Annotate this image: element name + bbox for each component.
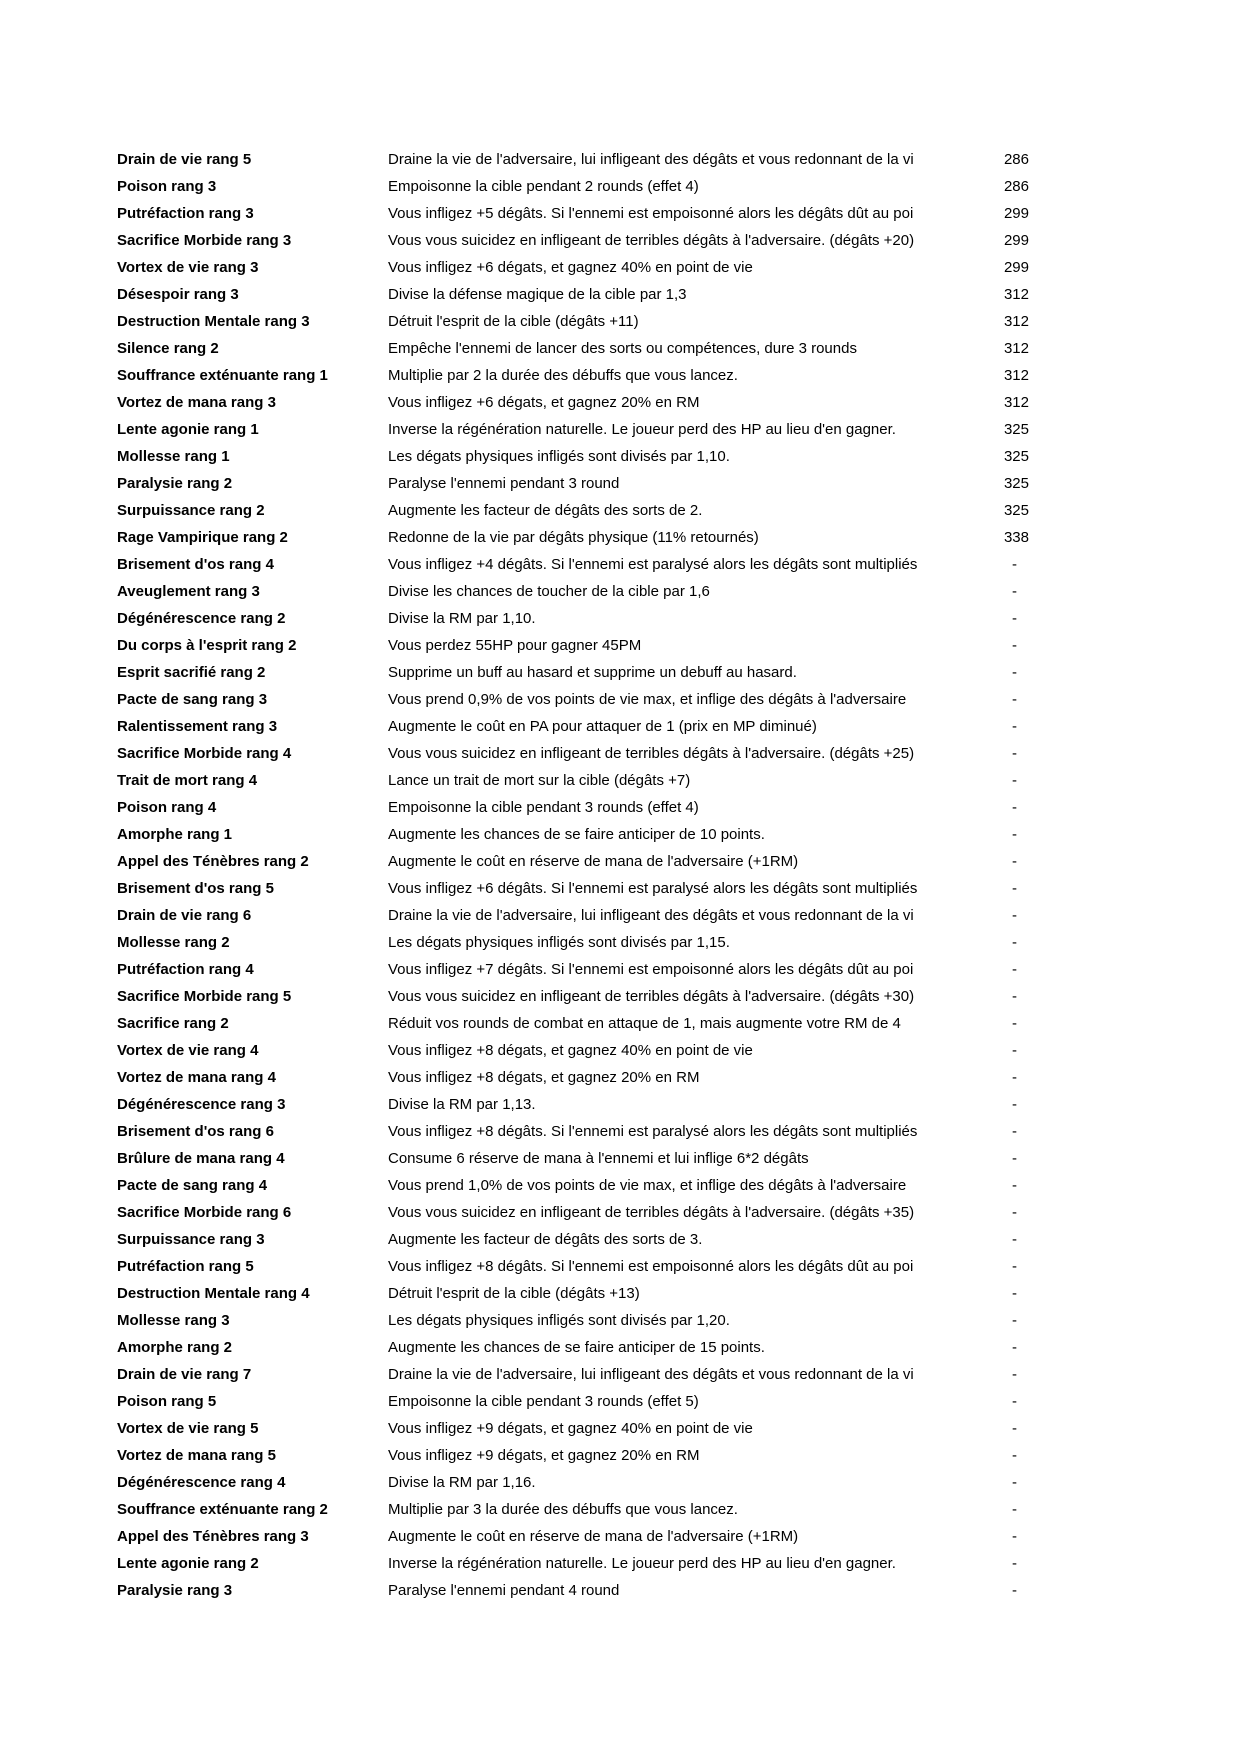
skill-name: Sacrifice Morbide rang 6 <box>117 1204 292 1221</box>
table-row <box>117 146 1029 173</box>
skill-name: Lente agonie rang 2 <box>117 1555 259 1572</box>
skill-cost: - <box>1012 1204 1017 1221</box>
skill-description: Vous prend 0,9% de vos points de vie max, et inflige des dégâts à l'adversaire <box>388 691 907 708</box>
skill-description: Paralyse l'ennemi pendant 3 round <box>388 475 620 492</box>
table-row <box>117 1361 1029 1388</box>
skill-name: Mollesse rang 3 <box>117 1312 230 1329</box>
skill-description: Vous vous suicidez en infligeant de terribles dégâts à l'adversaire. (dégâts +35) <box>388 1204 915 1221</box>
skill-cost: - <box>1012 745 1017 762</box>
table-row <box>117 1523 1029 1550</box>
skill-name: Pacte de sang rang 3 <box>117 691 268 708</box>
skill-description: Les dégats physiques infligés sont divisés par 1,15. <box>388 934 730 951</box>
skill-name: Paralysie rang 2 <box>117 475 233 492</box>
skill-description: Empoisonne la cible pendant 3 rounds (effet 5) <box>388 1393 699 1410</box>
skill-cost: - <box>1012 1123 1017 1140</box>
skill-description: Augmente les chances de se faire anticiper de 15 points. <box>388 1339 765 1356</box>
skill-description: Vous vous suicidez en infligeant de terribles dégâts à l'adversaire. (dégâts +20) <box>388 232 915 249</box>
skill-name: Amorphe rang 1 <box>117 826 233 843</box>
skill-description: Augmente les facteur de dégâts des sorts de 2. <box>388 502 703 519</box>
skill-name: Putréfaction rang 4 <box>117 961 254 978</box>
table-row <box>117 821 1029 848</box>
skill-description: Vous vous suicidez en infligeant de terribles dégâts à l'adversaire. (dégâts +25) <box>388 745 915 762</box>
skill-description: Divise la RM par 1,16. <box>388 1474 536 1491</box>
table-row <box>117 1037 1029 1064</box>
skill-cost: - <box>1012 1177 1017 1194</box>
skill-cost: - <box>1012 1501 1017 1518</box>
skill-description: Consume 6 réserve de mana à l'ennemi et lui inflige 6*2 dégâts <box>388 1150 809 1167</box>
skill-description: Vous infligez +7 dégâts. Si l'ennemi est empoisonné alors les dégâts dût au poi <box>388 961 914 978</box>
skill-name: Destruction Mentale rang 3 <box>117 313 310 330</box>
table-row <box>117 470 1029 497</box>
table-row <box>117 1334 1029 1361</box>
skill-cost: 312 <box>1003 367 1029 384</box>
skill-name: Souffrance exténuante rang 2 <box>117 1501 328 1518</box>
skill-cost: 325 <box>1003 475 1029 492</box>
skill-description: Les dégats physiques infligés sont divisés par 1,20. <box>388 1312 730 1329</box>
table-row <box>117 983 1029 1010</box>
skill-cost: - <box>1012 1420 1017 1437</box>
skill-name: Esprit sacrifié rang 2 <box>117 664 266 681</box>
skill-cost: - <box>1012 1285 1017 1302</box>
skill-name: Vortez de mana rang 4 <box>117 1069 276 1086</box>
skill-name: Trait de mort rang 4 <box>117 772 258 789</box>
skill-name: Ralentissement rang 3 <box>117 718 278 735</box>
skill-cost: - <box>1012 799 1017 816</box>
skill-description: Vous prend 1,0% de vos points de vie max, et inflige des dégâts à l'adversaire <box>388 1177 907 1194</box>
skill-cost: - <box>1012 1339 1017 1356</box>
skill-description: Vous infligez +8 dégats, et gagnez 40% en point de vie <box>388 1042 753 1059</box>
skill-description: Augmente les facteur de dégâts des sorts de 3. <box>388 1231 703 1248</box>
skill-description: Divise la RM par 1,10. <box>388 610 536 627</box>
skill-cost: 312 <box>1003 340 1029 357</box>
table-row <box>117 686 1029 713</box>
skill-name: Aveuglement rang 3 <box>117 583 260 600</box>
skill-cost: - <box>1012 556 1017 573</box>
skill-cost: - <box>1012 1366 1017 1383</box>
table-row <box>117 1280 1029 1307</box>
skill-cost: - <box>1012 664 1017 681</box>
skill-description: Multiplie par 3 la durée des débuffs que vous lancez. <box>388 1501 738 1518</box>
skill-cost: - <box>1012 1528 1017 1545</box>
skill-cost: - <box>1012 583 1017 600</box>
skill-description: Détruit l'esprit de la cible (dégâts +11) <box>388 313 639 330</box>
table-row <box>117 848 1029 875</box>
skill-name: Vortez de mana rang 5 <box>117 1447 276 1464</box>
skill-cost: - <box>1012 1069 1017 1086</box>
table-row <box>117 335 1029 362</box>
table-row <box>117 956 1029 983</box>
skill-cost: 325 <box>1003 502 1029 519</box>
skill-name: Brisement d'os rang 5 <box>117 880 274 897</box>
skill-name: Vortez de mana rang 3 <box>117 394 276 411</box>
skill-description: Inverse la régénération naturelle. Le joueur perd des HP au lieu d'en gagner. <box>388 1555 896 1572</box>
skill-cost: - <box>1012 1258 1017 1275</box>
table-row <box>117 632 1029 659</box>
skill-cost: 325 <box>1003 421 1029 438</box>
skill-description: Vous infligez +9 dégats, et gagnez 20% en RM <box>388 1447 700 1464</box>
skill-cost: 312 <box>1003 394 1029 411</box>
skill-description: Divise les chances de toucher de la cible par 1,6 <box>388 583 710 600</box>
skill-name: Vortex de vie rang 5 <box>117 1420 259 1437</box>
skill-cost: 325 <box>1003 448 1029 465</box>
skill-description: Détruit l'esprit de la cible (dégâts +13) <box>388 1285 640 1302</box>
skill-name: Drain de vie rang 5 <box>117 151 252 168</box>
skill-cost: 299 <box>1003 232 1029 249</box>
skill-name: Amorphe rang 2 <box>117 1339 233 1356</box>
skill-description: Divise la défense magique de la cible par 1,3 <box>388 286 687 303</box>
table-row <box>117 1226 1029 1253</box>
skill-description: Lance un trait de mort sur la cible (dégâts +7) <box>388 772 691 789</box>
skill-name: Vortex de vie rang 3 <box>117 259 259 276</box>
table-row <box>117 254 1029 281</box>
table-row <box>117 902 1029 929</box>
skill-name: Brûlure de mana rang 4 <box>117 1150 285 1167</box>
skill-cost: - <box>1012 961 1017 978</box>
skill-description: Vous infligez +6 dégats, et gagnez 40% en point de vie <box>388 259 753 276</box>
skill-name: Silence rang 2 <box>117 340 219 357</box>
skill-cost: 286 <box>1003 178 1029 195</box>
table-row <box>117 929 1029 956</box>
table-row <box>117 1469 1029 1496</box>
table-row <box>117 1010 1029 1037</box>
skill-name: Dégénérescence rang 2 <box>117 610 286 627</box>
table-row <box>117 659 1029 686</box>
skill-name: Souffrance exténuante rang 1 <box>117 367 328 384</box>
skill-name: Pacte de sang rang 4 <box>117 1177 268 1194</box>
table-row <box>117 1172 1029 1199</box>
skill-description: Vous infligez +6 dégâts. Si l'ennemi est paralysé alors les dégâts sont multipliés <box>388 880 918 897</box>
skill-description: Empêche l'ennemi de lancer des sorts ou compétences, dure 3 rounds <box>388 340 857 357</box>
skill-cost: - <box>1012 907 1017 924</box>
skill-name: Sacrifice rang 2 <box>117 1015 229 1032</box>
table-row <box>117 875 1029 902</box>
table-row <box>117 362 1029 389</box>
skill-cost: 299 <box>1003 205 1029 222</box>
skill-cost: - <box>1012 1582 1017 1599</box>
skill-description: Draine la vie de l'adversaire, lui infligeant des dégâts et vous redonnant de la vi <box>388 151 914 168</box>
skill-description: Draine la vie de l'adversaire, lui infligeant des dégâts et vous redonnant de la vi <box>388 1366 914 1383</box>
skill-cost: - <box>1012 1096 1017 1113</box>
table-row <box>117 794 1029 821</box>
table-row <box>117 200 1029 227</box>
skill-cost: - <box>1012 1150 1017 1167</box>
table-row <box>117 1145 1029 1172</box>
table-row <box>117 416 1029 443</box>
skill-description: Supprime un buff au hasard et supprime un debuff au hasard. <box>388 664 797 681</box>
skill-cost: - <box>1012 1447 1017 1464</box>
skill-name: Poison rang 5 <box>117 1393 217 1410</box>
table-row <box>117 1550 1029 1577</box>
skill-cost: - <box>1012 880 1017 897</box>
skill-name: Brisement d'os rang 6 <box>117 1123 274 1140</box>
table-row <box>117 1064 1029 1091</box>
skill-name: Rage Vampirique rang 2 <box>117 529 288 546</box>
skill-name: Sacrifice Morbide rang 4 <box>117 745 292 762</box>
skill-description: Vous perdez 55HP pour gagner 45PM <box>388 637 642 654</box>
table-row <box>117 524 1029 551</box>
skill-description: Paralyse l'ennemi pendant 4 round <box>388 1582 620 1599</box>
skill-name: Brisement d'os rang 4 <box>117 556 274 573</box>
skill-name: Du corps à l'esprit rang 2 <box>117 637 297 654</box>
skill-name: Lente agonie rang 1 <box>117 421 259 438</box>
skill-cost: - <box>1012 1231 1017 1248</box>
skill-name: Sacrifice Morbide rang 5 <box>117 988 292 1005</box>
skill-name: Surpuissance rang 3 <box>117 1231 265 1248</box>
skill-name: Putréfaction rang 5 <box>117 1258 254 1275</box>
skill-name: Poison rang 3 <box>117 178 217 195</box>
skill-name: Poison rang 4 <box>117 799 217 816</box>
skill-description: Empoisonne la cible pendant 3 rounds (effet 4) <box>388 799 699 816</box>
skill-description: Inverse la régénération naturelle. Le joueur perd des HP au lieu d'en gagner. <box>388 421 896 438</box>
skill-description: Redonne de la vie par dégâts physique (11% retournés) <box>388 529 759 546</box>
skill-cost: 338 <box>1003 529 1029 546</box>
skill-name: Mollesse rang 1 <box>117 448 230 465</box>
skill-description: Vous infligez +6 dégats, et gagnez 20% en RM <box>388 394 700 411</box>
skill-description: Augmente le coût en PA pour attaquer de 1 (prix en MP diminué) <box>388 718 817 735</box>
skill-description: Augmente le coût en réserve de mana de l'adversaire (+1RM) <box>388 853 799 870</box>
skill-name: Appel des Ténèbres rang 2 <box>117 853 309 870</box>
table-row <box>117 281 1029 308</box>
table-row <box>117 389 1029 416</box>
skill-cost: - <box>1012 1015 1017 1032</box>
skill-cost: - <box>1012 853 1017 870</box>
skill-cost: 299 <box>1003 259 1029 276</box>
table-row <box>117 227 1029 254</box>
skill-name: Surpuissance rang 2 <box>117 502 265 519</box>
skill-cost: - <box>1012 610 1017 627</box>
skill-description: Vous infligez +4 dégâts. Si l'ennemi est paralysé alors les dégâts sont multipliés <box>388 556 918 573</box>
table-row <box>117 1388 1029 1415</box>
skill-cost: 312 <box>1003 286 1029 303</box>
skill-cost: - <box>1012 826 1017 843</box>
skill-description: Vous infligez +5 dégâts. Si l'ennemi est empoisonné alors les dégâts dût au poi <box>388 205 914 222</box>
skill-name: Appel des Ténèbres rang 3 <box>117 1528 309 1545</box>
table-row <box>117 1496 1029 1523</box>
skill-cost: - <box>1012 934 1017 951</box>
table-row <box>117 605 1029 632</box>
skill-name: Vortex de vie rang 4 <box>117 1042 259 1059</box>
table-row <box>117 308 1029 335</box>
skill-cost: 312 <box>1003 313 1029 330</box>
skill-cost: - <box>1012 1312 1017 1329</box>
skill-cost: - <box>1012 718 1017 735</box>
skill-description: Vous infligez +8 dégâts. Si l'ennemi est empoisonné alors les dégâts dût au poi <box>388 1258 914 1275</box>
table-row <box>117 1442 1029 1469</box>
skill-name: Dégénérescence rang 3 <box>117 1096 286 1113</box>
skill-name: Mollesse rang 2 <box>117 934 230 951</box>
skill-description: Empoisonne la cible pendant 2 rounds (effet 4) <box>388 178 699 195</box>
table-row <box>117 740 1029 767</box>
skill-table <box>117 146 1029 1604</box>
skill-name: Putréfaction rang 3 <box>117 205 254 222</box>
table-row <box>117 497 1029 524</box>
skill-name: Sacrifice Morbide rang 3 <box>117 232 292 249</box>
table-row <box>117 1415 1029 1442</box>
skill-name: Désespoir rang 3 <box>117 286 239 303</box>
table-row <box>117 1118 1029 1145</box>
skill-cost: 286 <box>1003 151 1029 168</box>
table-row <box>117 713 1029 740</box>
skill-cost: - <box>1012 772 1017 789</box>
skill-description: Réduit vos rounds de combat en attaque de 1, mais augmente votre RM de 4 <box>388 1015 901 1032</box>
skill-cost: - <box>1012 1474 1017 1491</box>
table-row <box>117 173 1029 200</box>
table-row <box>117 1091 1029 1118</box>
skill-name: Paralysie rang 3 <box>117 1582 233 1599</box>
skill-description: Vous vous suicidez en infligeant de terribles dégâts à l'adversaire. (dégâts +30) <box>388 988 915 1005</box>
skill-cost: - <box>1012 637 1017 654</box>
skill-description: Vous infligez +8 dégats, et gagnez 20% en RM <box>388 1069 700 1086</box>
skill-description: Vous infligez +8 dégâts. Si l'ennemi est paralysé alors les dégâts sont multipliés <box>388 1123 918 1140</box>
skill-name: Drain de vie rang 7 <box>117 1366 252 1383</box>
skill-description: Draine la vie de l'adversaire, lui infligeant des dégâts et vous redonnant de la vi <box>388 907 914 924</box>
table-row <box>117 551 1029 578</box>
skill-description: Les dégats physiques infligés sont divisés par 1,10. <box>388 448 730 465</box>
skill-cost: - <box>1012 1393 1017 1410</box>
table-row <box>117 1253 1029 1280</box>
skill-name: Dégénérescence rang 4 <box>117 1474 286 1491</box>
skill-name: Drain de vie rang 6 <box>117 907 252 924</box>
skill-description: Augmente le coût en réserve de mana de l'adversaire (+1RM) <box>388 1528 799 1545</box>
skill-description: Divise la RM par 1,13. <box>388 1096 536 1113</box>
table-row <box>117 1577 1029 1604</box>
skill-name: Destruction Mentale rang 4 <box>117 1285 310 1302</box>
skill-cost: - <box>1012 1042 1017 1059</box>
skill-description: Augmente les chances de se faire anticiper de 10 points. <box>388 826 765 843</box>
table-row <box>117 1199 1029 1226</box>
skill-cost: - <box>1012 1555 1017 1572</box>
table-row <box>117 578 1029 605</box>
skill-cost: - <box>1012 988 1017 1005</box>
table-row <box>117 443 1029 470</box>
table-row <box>117 767 1029 794</box>
skill-description: Multiplie par 2 la durée des débuffs que vous lancez. <box>388 367 738 384</box>
skill-cost: - <box>1012 691 1017 708</box>
skill-description: Vous infligez +9 dégats, et gagnez 40% en point de vie <box>388 1420 753 1437</box>
table-row <box>117 1307 1029 1334</box>
